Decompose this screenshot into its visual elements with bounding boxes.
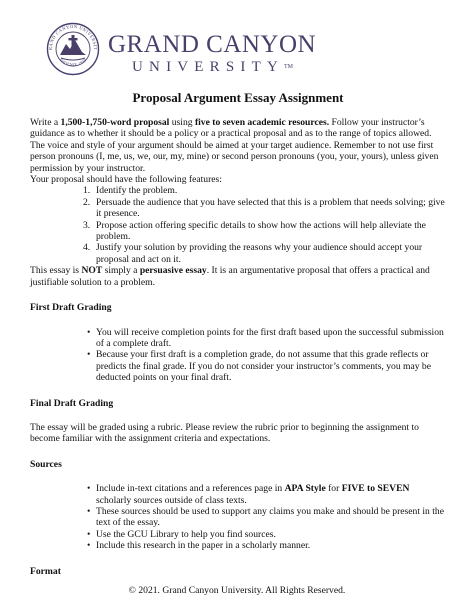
brand-wordmark: [108, 32, 316, 76]
list-number: 2.: [83, 196, 91, 208]
section-heading-final-draft: Final Draft Grading: [30, 397, 114, 409]
essay-note: [30, 265, 446, 288]
section-heading-sources: Sources: [30, 458, 62, 470]
list-text: for: [325, 483, 342, 495]
bullet-glyph: •: [87, 505, 91, 517]
first-draft-list: [30, 327, 446, 384]
section-heading-first-draft: First Draft Grading: [30, 302, 112, 314]
list-item: [87, 349, 446, 384]
note-emphasis: NOT: [81, 265, 103, 277]
section-heading-format: Format: [30, 565, 61, 577]
list-text: Persuade the audience that you have selected that this is a problem that needs solving; give it presence.: [96, 196, 445, 220]
source-count: FIVE to SEVEN: [341, 483, 410, 495]
final-draft-text: The essay will be graded using a rubric. Please review the rubric prior to beginning the assignment to become familiar with the assignment criteria and expectations.: [30, 421, 419, 445]
list-text: Justify your solution by providing the reasons why your audience should accept your proposal and act on it.: [96, 242, 423, 265]
list-number: 4.: [83, 242, 91, 254]
bullet-glyph: •: [87, 326, 91, 338]
seal-year: PHOENIX 1949: [58, 57, 88, 67]
intro-text: Write a: [30, 117, 61, 128]
brand-university: UNIVERSITY: [132, 59, 284, 75]
list-text: These sources should be used to support any claims you make and should be present in the text of the essay.: [96, 505, 444, 529]
word-count: 1,500-1,750-word proposal: [60, 117, 170, 128]
intro-paragraph: [30, 117, 446, 140]
list-text: Include this research in the paper in a scholarly manner.: [96, 540, 311, 552]
list-text: Include in-text citations and a references page in: [96, 483, 285, 495]
bullet-glyph: •: [87, 528, 91, 540]
brand-name: GRAND CANYON: [108, 31, 317, 58]
list-text: Because your first draft is a completion grade, do not assume that this grade reflects or predicts the final grade. If you do not consider your instructor’s comments, you may be deducted points on your final draft.: [96, 349, 431, 384]
note-text: . It is an argumentative proposal that offers a practical and justifiable solution to a problem.: [30, 265, 430, 288]
bullet-glyph: •: [87, 483, 91, 495]
list-number: 3.: [83, 219, 91, 231]
list-item: [87, 505, 446, 529]
voice-paragraph: The voice and style of your argument should be aimed at your target audience. Remember to not use first person pronouns (I, me, us, we, our, my, mine) or second person pronouns (you, your, yours), unless given permission by your instructor.: [30, 139, 439, 174]
brand-subtitle: [132, 58, 316, 76]
list-item: [87, 528, 446, 540]
list-item: [83, 185, 446, 197]
note-emphasis: persuasive essay: [139, 265, 207, 277]
seal-text: RAND CANYON UNIVERSIT: [47, 23, 99, 51]
intro-text: Follow your instructor’s guidance as to whether it should be a policy or a practical proposal and as to the range of topics allowed.: [30, 117, 432, 140]
university-seal-icon: [46, 22, 100, 76]
list-item: [83, 219, 446, 243]
list-item: [87, 540, 446, 552]
features-lead: Your proposal should have the following features:: [30, 174, 222, 186]
gcu-logo: [46, 22, 386, 78]
list-item: [87, 326, 446, 350]
intro-text: using: [169, 117, 195, 128]
document-title: Proposal Argument Essay Assignment: [132, 90, 344, 105]
list-text: You will receive completion points for the first draft based upon the successful submission of a complete draft.: [96, 326, 444, 349]
list-text: Identify the problem.: [96, 185, 178, 197]
note-text: simply a: [102, 265, 140, 277]
bullet-glyph: •: [87, 349, 91, 361]
list-text: Use the GCU Library to help you find sources.: [96, 528, 276, 540]
list-text: Propose action offering specific details to show how the actions will help alleviate the problem.: [96, 219, 426, 243]
bullet-glyph: •: [87, 540, 91, 552]
apa-style: APA Style: [284, 483, 326, 495]
note-text: This essay is: [30, 265, 82, 277]
sources-list: [30, 483, 446, 551]
list-item: [83, 196, 446, 220]
list-item: [87, 483, 446, 506]
copyright-footer: © 2021. Grand Canyon University. All Rights Reserved.: [128, 585, 346, 596]
list-item: [83, 242, 446, 265]
list-number: 1.: [83, 185, 91, 197]
list-text: scholarly sources outside of class texts.: [96, 494, 247, 506]
svg-text:PHOENIX 1949: [59, 57, 88, 67]
trademark-mark: TM: [284, 64, 293, 70]
document-body: [30, 90, 446, 590]
resource-count: five to seven academic resources.: [194, 117, 330, 128]
features-list: [30, 185, 446, 265]
